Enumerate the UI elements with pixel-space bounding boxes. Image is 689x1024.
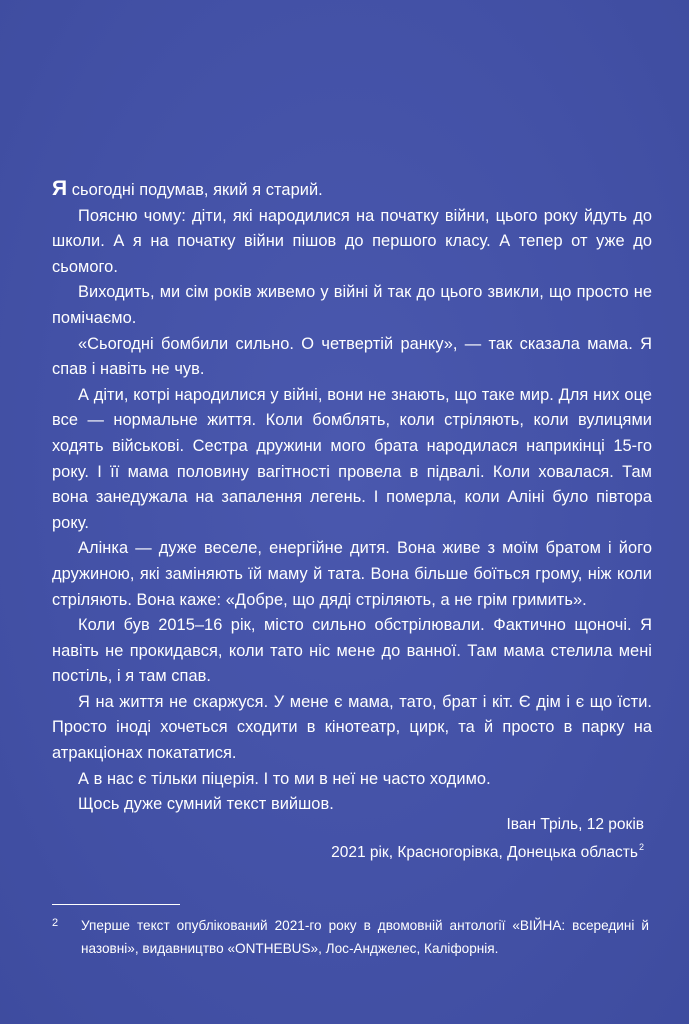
drop-cap: Я [52,177,68,200]
footnote-divider [52,904,180,905]
paragraph: А діти, котрі народилися у війні, вони не знають, що таке мир. Для них оце все — нормальне життя. Коли бомблять, коли стріляють, коли вулицями ходять військові. Сестра дружини мого брата народилася наприкінці 15-го року. І її мама половину вагітності провела в підвалі. Коли ховалася. Там вона занедужала на запалення легень. І померла, коли Аліні було півтора року. [52,385,652,532]
author-signature: Іван Тріль, 12 років [506,816,644,833]
date-place-text: 2021 рік, Красногорівка, Донецька область [331,844,638,861]
paragraph: Я на життя не скаржуся. У мене є мама, тато, брат і кіт. Є дім і є що їсти. Просто іноді хочеться сходити в кінотеатр, цирк, та й просто в парку на атракціонах покататися. [52,692,652,763]
paragraph: Поясню чому: діти, які народилися на початку війни, цього року йдуть до школи. А я на початку війни пішов до першого класу. А тепер от уже до сьомого. [52,206,652,276]
paragraph: Щось дуже сумний текст вийшов. [78,795,334,814]
footnote-number: 2 [52,917,59,929]
date-place-line [331,842,644,862]
paragraph: «Сьогодні бомбили сильно. О четвертій ранку», — так сказала мама. Я спав і навіть не чув. [52,334,652,379]
footnote-reference: 2 [638,842,644,852]
story-text [52,176,652,818]
paragraph: Виходить, ми сім років живемо у війні й так до цього звикли, що просто не помічаємо. [52,283,652,327]
paragraph: Коли був 2015–16 рік, місто сильно обстрілювали. Фактично щоночі. Я навіть не прокидався, коли тато ніс мене до ванної. Там мама стелила мені постіль, і я там спав. [52,616,652,686]
opening-line-text: сьогодні подумав, який я старий. [67,181,323,199]
footnote-text: Уперше текст опублікований 2021-го року в двомовній антології «ВІЙНА: всередині й назовні», видавництво «ONTHEBUS», Лос-Анджелес, Каліфорнія. [81,918,649,956]
opening-line [52,176,652,204]
paragraph: А в нас є тільки піцерія. І то ми в неї не часто ходимо. [78,769,491,788]
paragraph: Алінка — дуже веселе, енергійне дитя. Вона живе з моїм братом і його дружиною, які заміняють їй маму й тата. Вона більше боїться грому, ніж коли стріляють. Вона каже: «Добре, що дяді стріляють, а не грім гримить». [52,539,652,609]
